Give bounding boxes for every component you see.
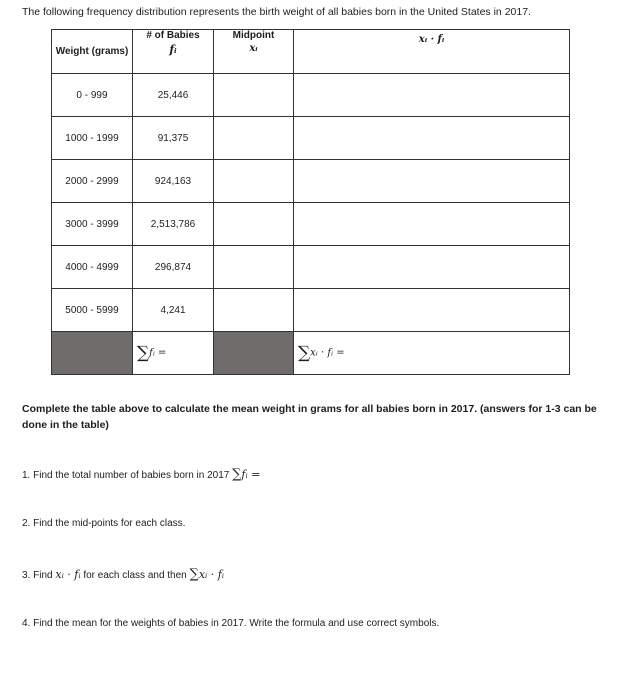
weight-cell: 4000 - 4999 <box>52 246 133 289</box>
product-cell[interactable] <box>294 74 570 117</box>
babies-cell: 296,874 <box>133 246 214 289</box>
weight-cell: 3000 - 3999 <box>52 203 133 246</box>
header-product-symbol: xᵢ · fᵢ <box>418 34 445 45</box>
babies-cell: 924,163 <box>133 160 214 203</box>
babies-cell: 25,446 <box>133 74 214 117</box>
header-midpoint <box>214 30 294 74</box>
sum-f-cell[interactable] <box>133 332 214 375</box>
table-row <box>52 289 570 332</box>
intro-text: The following frequency distribution represents the birth weight of all babies born in the United States in 2017. <box>22 6 531 18</box>
shaded-cell <box>52 332 133 375</box>
question-3-math-b: xᵢ · fᵢ <box>198 568 225 581</box>
product-cell[interactable] <box>294 203 570 246</box>
sum-xf-expression: xᵢ · fᵢ = <box>310 347 345 359</box>
header-babies-symbol: fᵢ <box>169 43 177 56</box>
product-cell[interactable] <box>294 160 570 203</box>
babies-cell: 2,513,786 <box>133 203 214 246</box>
product-cell[interactable] <box>294 289 570 332</box>
header-midpoint-symbol: xᵢ <box>249 43 258 54</box>
question-3-text-a: 3. Find <box>22 570 53 581</box>
sum-xf-cell[interactable] <box>294 332 570 375</box>
header-product <box>294 30 570 74</box>
sigma-icon: ∑ <box>232 467 242 482</box>
question-2: 2. Find the mid-points for each class. <box>22 518 186 529</box>
instructions: Complete the table above to calculate the mean weight in grams for all babies born in 2017. (answers for 1-3 can be done in the table) <box>22 403 597 431</box>
sigma-icon: ∑ <box>298 343 311 363</box>
table-row <box>52 246 570 289</box>
sum-row <box>52 332 570 375</box>
header-weight: Weight (grams) <box>52 30 133 74</box>
sigma-icon: ∑ <box>137 343 150 363</box>
sigma-icon: ∑ <box>189 567 199 582</box>
midpoint-cell[interactable] <box>214 117 294 160</box>
weight-cell: 2000 - 2999 <box>52 160 133 203</box>
table-header-row <box>52 30 570 74</box>
table-row <box>52 74 570 117</box>
table-row <box>52 160 570 203</box>
product-cell[interactable] <box>294 117 570 160</box>
babies-cell: 91,375 <box>133 117 214 160</box>
question-3-text-b: for each class and then <box>83 570 187 581</box>
question-3 <box>22 567 224 582</box>
midpoint-cell[interactable] <box>214 246 294 289</box>
weight-cell: 0 - 999 <box>52 74 133 117</box>
weight-cell: 1000 - 1999 <box>52 117 133 160</box>
weight-cell: 5000 - 5999 <box>52 289 133 332</box>
header-midpoint-label: Midpoint <box>232 30 275 41</box>
frequency-table <box>51 29 570 375</box>
question-1 <box>22 467 260 482</box>
babies-cell: 4,241 <box>133 289 214 332</box>
header-babies <box>133 30 214 74</box>
question-4: 4. Find the mean for the weights of babies in 2017. Write the formula and use correct symbols. <box>22 618 440 629</box>
table-row <box>52 117 570 160</box>
midpoint-cell[interactable] <box>214 289 294 332</box>
product-cell[interactable] <box>294 246 570 289</box>
midpoint-cell[interactable] <box>214 74 294 117</box>
midpoint-cell[interactable] <box>214 203 294 246</box>
shaded-cell <box>214 332 294 375</box>
midpoint-cell[interactable] <box>214 160 294 203</box>
sum-f-expression: fᵢ = <box>149 347 167 359</box>
question-1-text: 1. Find the total number of babies born in 2017 <box>22 470 230 481</box>
question-3-math-a: xᵢ · fᵢ <box>55 568 81 581</box>
question-1-math: fᵢ = <box>241 468 261 481</box>
table-row <box>52 203 570 246</box>
header-babies-label: # of Babies <box>146 30 200 41</box>
